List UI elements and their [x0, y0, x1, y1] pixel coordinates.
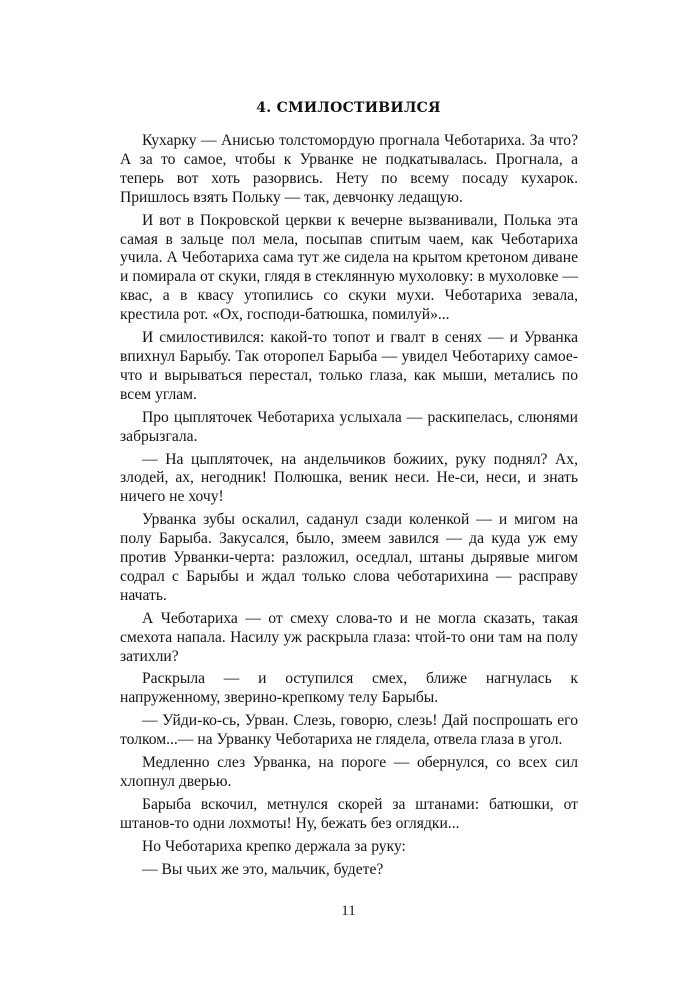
paragraph: — Вы чьих же это, мальчик, будете?: [142, 860, 384, 878]
paragraph: — На цыпляточек, на андельчиков божиих, руку поднял? Ах, злодей, ах, негодник! Полюшка, веник неси. Не-си, неси, и знать ничего не хочу!: [120, 450, 578, 506]
paragraph: И вот в Покровской церкви к вечерне вызванивали, Полька эта самая в зальце пол мела, посыпав спитым чаем, как Чеботариха учила. А Чеботариха сама тут же сидела на крытом кретоном диване и помирала от скуки, глядя в стеклянную мухоловку: в мухоловке — квас, а в квасу утопились со скуки мухи. Чеботариха зевала, крестила рот. «Ох, господи-батюшка, помилуй»...: [120, 211, 578, 324]
paragraph: А Чеботариха — от смеху слова-то и не могла сказать, такая смехота напала. Насилу уж раскрыла глаза: чтой-то они там на полу затихли?: [120, 609, 578, 665]
paragraph: — Уйди-ко-сь, Урван. Слезь, говорю, слезь! Дай поспрошать его толком...— на Урванку Чеботариха не глядела, отвела глаза в угол.: [120, 712, 578, 749]
paragraph: Медленно слез Урванка, на пороге — обернулся, со всех сил хлопнул дверью.: [120, 754, 578, 790]
paragraph: Но Чеботариха крепко держала за руку:: [142, 837, 406, 855]
paragraph: Урванка зубы оскалил, саданул сзади коленкой — и мигом на полу Барыба. Закусался, было, змеем завился — да куда уж ему против Урванки-черта: разложил, оседлал, штаны дырявые мигом содрал с Барыбы и ждал только слова чеботарихина — расправу начать.: [120, 511, 578, 604]
paragraph: Раскрыла — и оступился смех, ближе нагнулась к напруженному, зверино-крепкому телу Барыбы.: [120, 670, 578, 707]
page-number: 11: [341, 903, 356, 919]
paragraph: Про цыпляточек Чеботариха услыхала — раскипелась, слюнями забрызгала.: [120, 408, 578, 445]
chapter-title: 4. СМИЛОСТИВИЛСЯ: [256, 100, 441, 116]
paragraph: Кухарку — Анисью толстомордую прогнала Чеботариха. За что? А за то самое, чтобы к Урванке не подкатывалась. Прогнала, а теперь вот хоть разорвись. Нету по всему посаду кухарок. Пришлось взять Польку — так, девчонку ледащую.: [120, 132, 578, 206]
chapter-text: [120, 132, 578, 884]
paragraph: И смилостивился: какой-то топот и гвалт в сенях — и Урванка впихнул Барыбу. Так оторопел Барыба — увидел Чеботариху самое-что и вырываться перестал, только глаза, как мыши, метались по всем углам.: [120, 329, 578, 403]
paragraph: Барыба вскочил, метнулся скорей за штанами: батюшки, от штанов-то одни лохмоты! Ну, бежать без оглядки...: [120, 795, 578, 832]
